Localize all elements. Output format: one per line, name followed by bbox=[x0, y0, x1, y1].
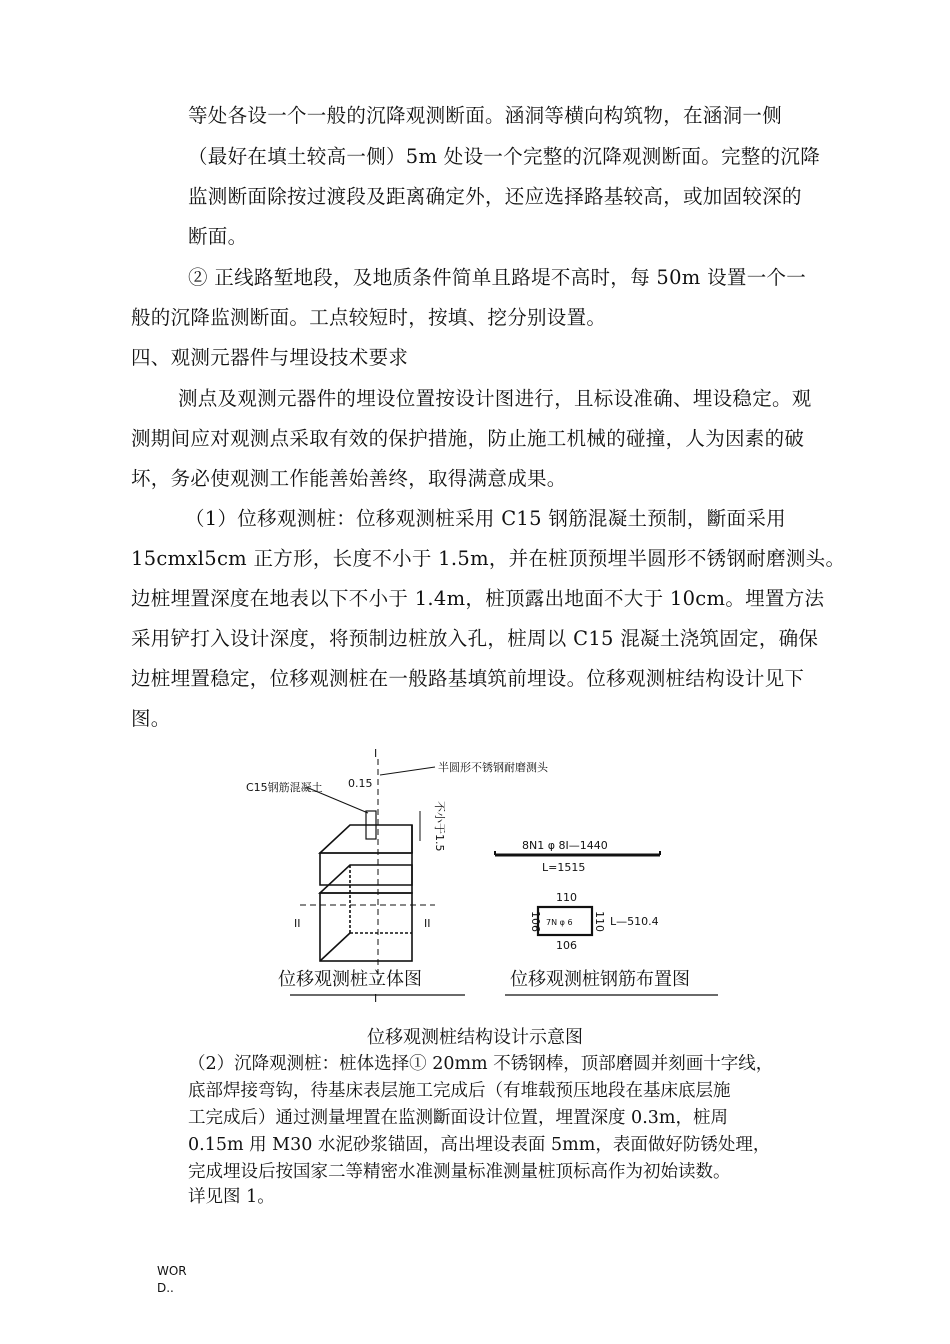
text-line: 底部焊接弯钩，待基床表层施工完成后（有堆载预压地段在基床底层施 bbox=[188, 1081, 731, 1101]
text-line: 图。 bbox=[131, 707, 171, 730]
label-section-II-left: II bbox=[294, 917, 301, 930]
text-line: 0.15m 用 M30 水泥砂浆锚固，高出埋设表面 5mm，表面做好防锈处理， bbox=[188, 1135, 771, 1155]
pile-structure-figure bbox=[240, 745, 720, 1007]
text-line: 断面。 bbox=[188, 225, 248, 248]
text-line: （1）位移观测桩：位移观测桩采用 C15 钢筋混凝土预制，斷面采用 bbox=[185, 507, 786, 530]
text-line: 般的沉降监测断面。工点较短时，按填、挖分别设置。 bbox=[131, 306, 607, 329]
label-c15: C15钢筋混凝土 bbox=[246, 781, 323, 794]
stirrup-top: 110 bbox=[556, 891, 577, 904]
text-line: （最好在填土较高一侧）5m 处设一个完整的沉降观测断面。完整的沉降 bbox=[188, 145, 820, 168]
text-line: 边桩埋置深度在地表以下不小于 1.4m，桩顶露出地面不大于 10cm。埋置方法 bbox=[131, 587, 825, 610]
text-line: （2）沉降观测桩：桩体选择① 20mm 不锈钢棒，顶部磨圆并刻画十字线， bbox=[188, 1054, 774, 1074]
text-line: 测期间应对观测点采取有效的保护措施，防止施工机械的碰撞，人为因素的破 bbox=[131, 427, 805, 450]
label-section-I-top: I bbox=[374, 747, 378, 760]
pile-lower-front bbox=[320, 893, 412, 961]
text-line: 详见图 1。 bbox=[188, 1187, 275, 1207]
text-line: 边桩埋置稳定，位移观测桩在一般路基填筑前埋设。位移观测桩结构设计见下 bbox=[131, 667, 805, 690]
footer-line: D.. bbox=[157, 1281, 174, 1295]
label-section-I-bottom: I bbox=[374, 992, 378, 1005]
title-3d: 位移观测桩立体图 bbox=[278, 969, 422, 990]
rebar-label-2: L=1515 bbox=[542, 861, 586, 874]
pile-lower-top bbox=[320, 865, 412, 893]
text-line: 测点及观测元器件的埋设位置按设计图进行，且标设准确、埋设稳定。观 bbox=[178, 387, 812, 410]
label-015: 0.15 bbox=[348, 777, 373, 790]
label-section-II-right: II bbox=[424, 917, 431, 930]
text-line: 完成埋设后按国家二等精密水准测量标准测量桩顶标高作为初始读数。 bbox=[188, 1162, 731, 1182]
stirrup-len: L—510.4 bbox=[610, 915, 659, 928]
text-line: 采用铲打入设计深度，将预制边桩放入孔，桩周以 C15 混凝土浇筑固定，确保 bbox=[131, 627, 819, 650]
page-footer bbox=[157, 1263, 187, 1297]
stirrup-right: 110 bbox=[593, 911, 606, 932]
text-line: ② 正线路堑地段，及地质条件简单且路堤不高时，每 50m 设置一个一 bbox=[188, 266, 807, 289]
stirrup-left: 106 bbox=[529, 911, 542, 932]
section-heading: 四、观测元器件与埋设技术要求 bbox=[131, 346, 409, 369]
title-rebar: 位移观测桩钢筋布置图 bbox=[510, 969, 690, 990]
label-head: 半圆形不锈钢耐磨测头 bbox=[438, 761, 548, 774]
figure-caption: 位移观测桩结构设计示意图 bbox=[367, 1027, 583, 1048]
text-line: 15cmxl5cm 正方形，长度不小于 1.5m，并在桩顶预埋半圆形不锈钢耐磨测头。 bbox=[131, 547, 846, 570]
text-line: 监测断面除按过渡段及距离确定外，还应选择路基较高，或加固较深的 bbox=[188, 185, 802, 208]
text-line: 工完成后）通过测量埋置在监测斷面设计位置，埋置深度 0.3m，桩周 bbox=[188, 1108, 728, 1128]
label-height: 不小于1.5 bbox=[433, 801, 446, 852]
rebar-label-1: 8N1 φ 8I—1440 bbox=[522, 839, 608, 852]
footer-line: WOR bbox=[157, 1264, 187, 1278]
text-line: 等处各设一个一般的沉降观测断面。涵洞等横向构筑物，在涵洞一侧 bbox=[188, 104, 783, 127]
stirrup-bottom: 106 bbox=[556, 939, 577, 952]
stirrup-inner: 7N φ 6 bbox=[546, 918, 573, 927]
text-line: 坏，务必使观测工作能善始善终，取得满意成果。 bbox=[131, 467, 567, 490]
